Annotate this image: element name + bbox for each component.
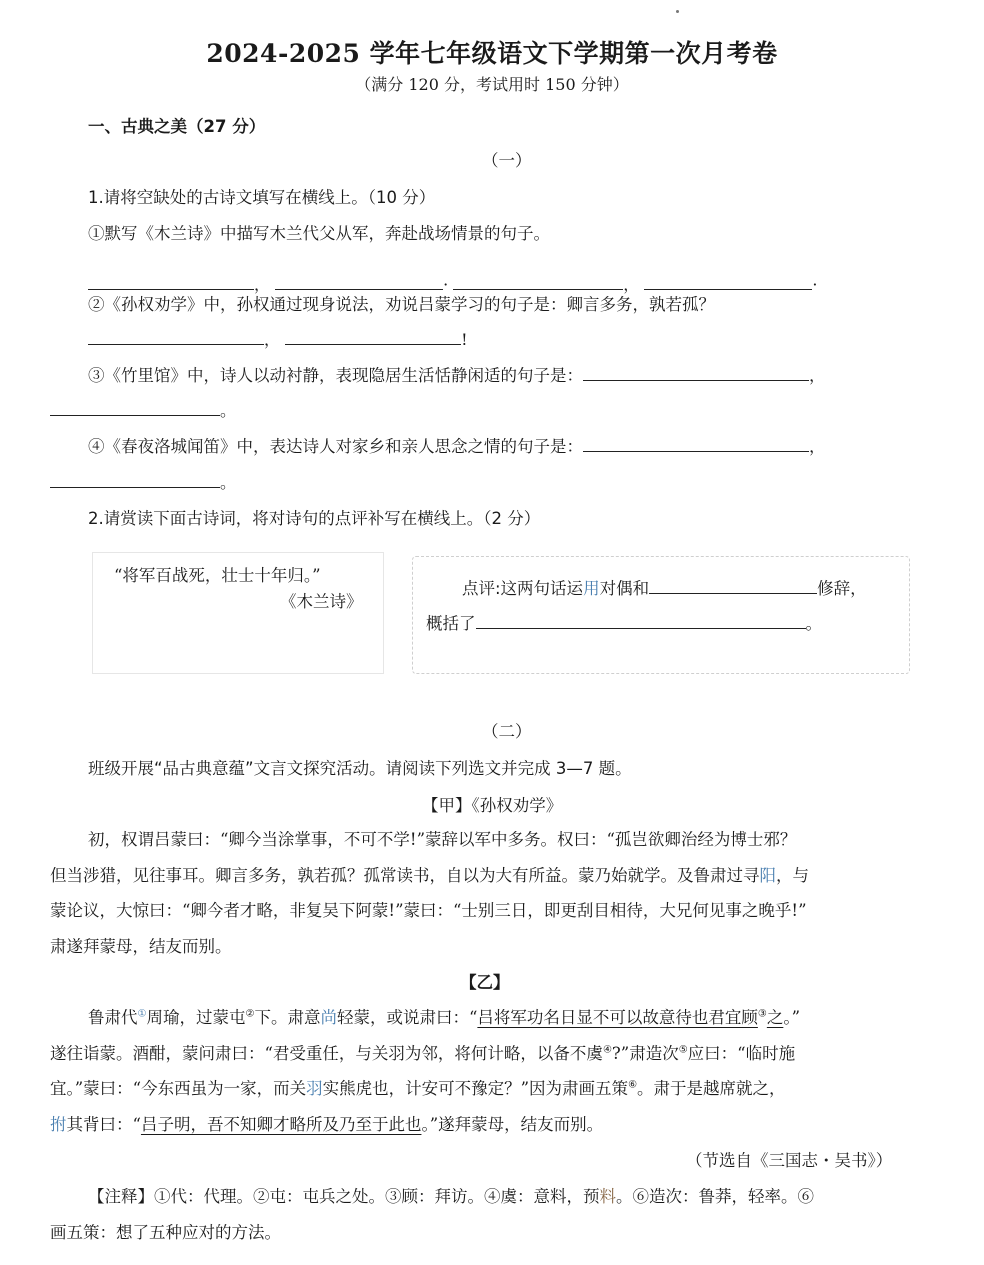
comment-line1: 点评:这两句话运用对偶和 修辞， [462,579,867,598]
part1-label: （一） [482,151,532,170]
jia-line: 初，权谓吕蒙曰：“卿今当涂掌事，不可不学!”蒙辞以军中多务。权曰：“孤岂欲卿治经为博士邪？ [88,830,797,849]
q1-item2: ②《孙权劝学》中，孙权通过现身说法，劝说吕蒙学习的句子是：卿言多务，孰若孤？ [88,295,715,314]
yi-line: 遂往诣蒙。酒酣，蒙问肃曰：“君受重任，与关羽为邻，将何计略，以备不虞④?”肃造次⑤应曰：“临时施 [50,1044,796,1063]
answer-blank[interactable] [644,288,812,290]
yi-line: 宜。”蒙曰：“今东西虽为一家，而关羽实熊虎也，计安可不豫定？”因为肃画五策⑥。肃于是越席就之， [50,1079,786,1098]
jia-line: 蒙论议，大惊曰：“卿今者才略，非复吴下阿蒙!”蒙曰：“士别三日，即更刮目相待，大兄何见事之晚乎!” [50,901,807,920]
answer-blank[interactable] [50,414,220,416]
notes-line: 【注释】①代：代理。②屯：屯兵之处。③顾：拜访。④虞：意料，预料。⑥造次：鲁莽，轻率。⑥ [88,1187,814,1206]
answer-blank[interactable] [453,288,623,290]
answer-blank[interactable] [583,450,809,452]
poem-quote: “将军百战死，壮士十年归。” [114,566,321,585]
part2-label: （二） [482,722,532,741]
answer-blank[interactable] [285,343,461,345]
q2-stem: 2.请赏读下面古诗词，将对诗句的点评补写在横线上。（2 分） [88,509,541,528]
q1-item1: ①默写《木兰诗》中描写木兰代父从军，奔赴战场情景的句子。 [88,224,550,243]
q1-item3: ③《竹里馆》中，诗人以动衬静，表现隐居生活恬静闲适的句子是： ， [88,366,826,385]
q1-item3-answer-line: 。 [50,398,236,421]
answer-blank[interactable] [275,288,443,290]
jia-line: 肃遂拜蒙母，结友而别。 [50,937,232,956]
section1-heading: 一、古典之美（27 分） [88,117,266,136]
poem-source: 《木兰诗》 [280,592,363,611]
yi-line: 鲁肃代①周瑜，过蒙屯②下。肃意尚轻蒙，或说肃曰：“吕将军功名日显不可以故意待也君宜顾③之。” [88,1008,801,1027]
yi-title: 【乙】 [460,973,510,992]
jia-line: 但当涉猎，见往事耳。卿言多务，孰若孤？孤常读书，自以为大有所益。蒙乃始就学。及鲁肃过寻阳，与 [50,866,809,885]
answer-blank[interactable] [583,379,809,381]
scan-speck [676,10,679,13]
part2-intro: 班级开展“品古典意蕴”文言文探究活动。请阅读下列选文并完成 3—7 题。 [88,759,632,778]
page-title: 2024-2025 学年七年级语文下学期第一次月考卷 [206,39,778,68]
q1-stem: 1.请将空缺处的古诗文填写在横线上。（10 分） [88,188,436,207]
yi-line: 拊其背曰：“吕子明，吾不知卿才略所及乃至于此也。”遂拜蒙母，结友而别。 [50,1115,604,1134]
q1-item4-answer-line: 。 [50,470,236,493]
notes-line: 画五策：想了五种应对的方法。 [50,1223,281,1242]
q1-item4: ④《春夜洛城闻笛》中，表达诗人对家乡和亲人思念之情的句子是： ， [88,437,826,456]
answer-blank[interactable] [88,343,264,345]
answer-blank[interactable] [88,288,254,290]
page-subtitle: （满分 120 分，考试用时 150 分钟） [355,75,629,94]
yi-source: （节选自《三国志・吴书》） [686,1151,893,1170]
comment-line2: 概括了 。 [426,614,822,633]
q1-item2-answer-lines: ， ! [88,327,468,350]
q1-item1-answer-lines: ， · ， · [88,272,818,295]
underlined-sentence: 吕子明，吾不知卿才略所及乃至于此也 [140,1115,422,1134]
jia-title: 【甲】《孙权劝学》 [422,796,563,815]
answer-blank[interactable] [649,592,817,594]
underlined-sentence: 吕将军功名日显不可以故意待也君宜顾 [477,1008,758,1027]
answer-blank[interactable] [476,627,806,629]
answer-blank[interactable] [50,486,220,488]
